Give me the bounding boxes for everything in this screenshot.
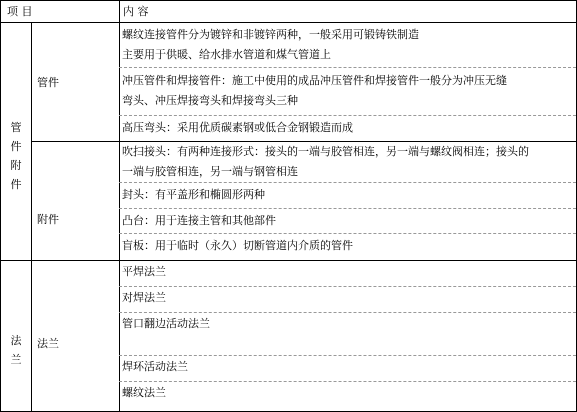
content-row: 焊环活动法兰 <box>122 360 188 373</box>
content-row: 螺纹连接管件分为镀锌和非镀锌两种，一般采用可锻铸铁制造 主要用于供暖、给水排水管道和煤气管道上 <box>122 28 419 61</box>
row-divider <box>119 115 576 116</box>
header-content: 内 容 <box>123 5 149 18</box>
column-divider <box>31 22 32 411</box>
content-row: 封头：有平盖形和椭圆形两种 <box>122 188 265 201</box>
row-divider <box>119 233 576 234</box>
row-divider <box>119 355 576 356</box>
subgroup-name-fittings: 管件 <box>37 76 59 89</box>
group-divider <box>1 260 576 261</box>
content-row: 平焊法兰 <box>122 265 166 278</box>
content-row: 盲板：用于临时（永久）切断管道内介质的管件 <box>122 239 353 252</box>
header-divider <box>1 22 576 23</box>
group-label-pipe-fittings: 管 件 附 件 <box>10 121 22 191</box>
header-item: 项 目 <box>7 5 33 18</box>
row-divider <box>119 312 576 313</box>
subgroup-name-accessories: 附件 <box>37 213 59 226</box>
content-row: 对焊法兰 <box>122 291 166 304</box>
row-divider <box>119 182 576 183</box>
content-row: 螺纹法兰 <box>122 386 166 399</box>
column-divider <box>119 1 120 411</box>
content-row: 管口翻边活动法兰 <box>122 317 210 330</box>
row-divider <box>119 286 576 287</box>
content-row: 高压弯头：采用优质碳素钢或低合金钢锻造而成 <box>122 121 353 134</box>
content-row: 冲压管件和焊接管件：施工中使用的成品冲压管件和焊接管件一般分为冲压无缝 弯头、冲压焊接弯头和焊接弯头三种 <box>122 74 507 107</box>
content-row: 凸台：用于连接主管和其他部件 <box>122 214 276 227</box>
content-row: 吹扫接头：有两种连接形式：接头的一端与胶管相连，另一端与螺纹阀相连；接头的 一端与胶管相连，另一端与钢管相连 <box>122 145 529 178</box>
row-divider <box>119 381 576 382</box>
row-divider <box>119 208 576 209</box>
group-label-flange: 法 兰 <box>10 334 22 366</box>
row-divider <box>119 67 576 68</box>
subgroup-name-flange: 法兰 <box>37 337 59 350</box>
